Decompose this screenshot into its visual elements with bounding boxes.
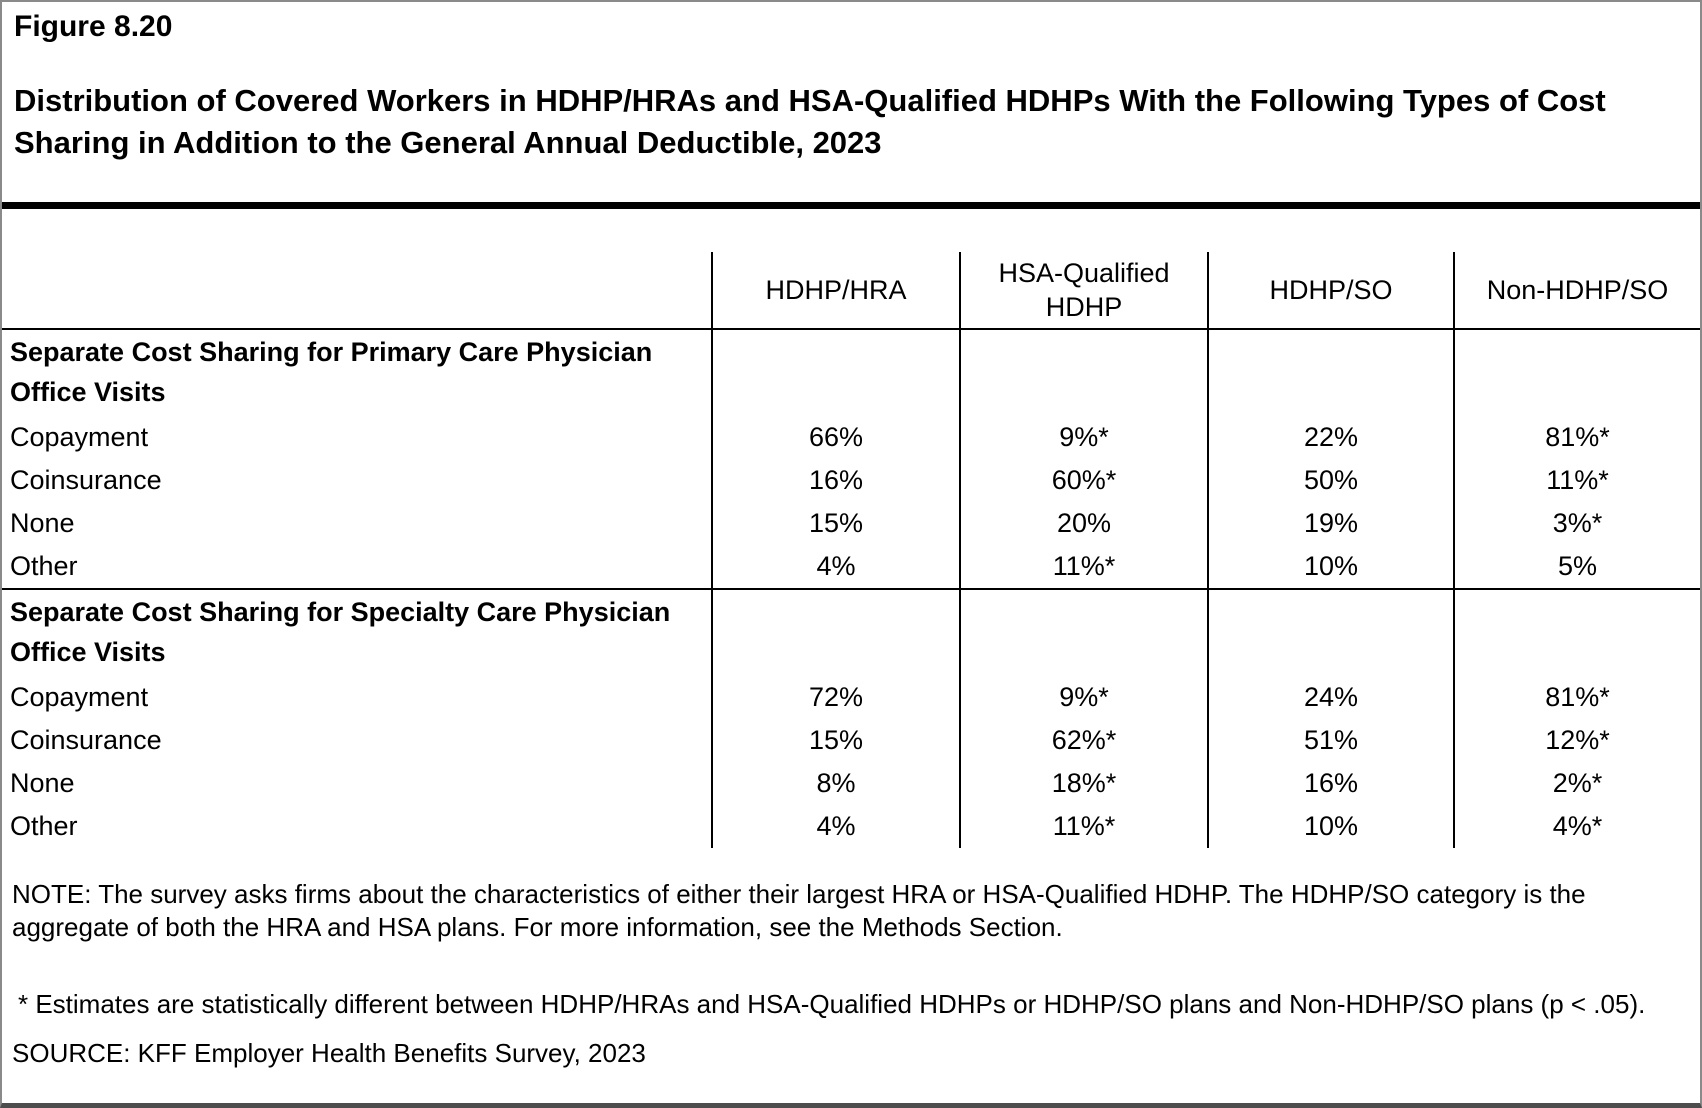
cell-value: 22% <box>1208 416 1454 459</box>
cell-value: 18%* <box>960 762 1208 805</box>
table-row <box>2 676 1700 719</box>
col-header-hsa-qualified-hdhp: HSA-Qualified HDHP <box>960 252 1208 329</box>
cell-value: 60%* <box>960 459 1208 502</box>
row-label: Other <box>2 545 712 589</box>
cell-value: 3%* <box>1454 502 1700 545</box>
table-row <box>2 762 1700 805</box>
cell-value: 2%* <box>1454 762 1700 805</box>
row-label: Copayment <box>10 682 149 712</box>
section-header-specialty-care: Separate Cost Sharing for Specialty Care Physician Office Visits <box>10 597 671 667</box>
cell-value: 5% <box>1454 545 1700 589</box>
cell-value: 8% <box>712 762 960 805</box>
cell-value: 66% <box>712 416 960 459</box>
table-row <box>2 502 1700 545</box>
cell-value: 81%* <box>1454 676 1700 719</box>
cell-value: 9%* <box>960 676 1208 719</box>
col-header-hdhp-so: HDHP/SO <box>1208 252 1454 329</box>
figure-title: Distribution of Covered Workers in HDHP/HRAs and HSA-Qualified HDHPs With the Following Types of Cost Sharing in Addition to the General Annual Deductible, 2023 <box>14 83 1606 160</box>
table-row <box>2 416 1700 459</box>
cell-value: 81%* <box>1454 416 1700 459</box>
cell-value: 62%* <box>960 719 1208 762</box>
cell-value: 11%* <box>960 545 1208 589</box>
title-divider-rule <box>2 202 1700 209</box>
table-row <box>2 459 1700 502</box>
row-label: None <box>10 508 75 538</box>
cell-value: 72% <box>712 676 960 719</box>
table-row <box>2 805 1700 848</box>
cell-value: 16% <box>712 459 960 502</box>
figure-number: Figure 8.20 <box>14 10 173 43</box>
cell-value: 51% <box>1208 719 1454 762</box>
col-header-hdhp-hra: HDHP/HRA <box>712 252 960 329</box>
cell-value: 10% <box>1208 805 1454 848</box>
cell-value: 15% <box>712 502 960 545</box>
cell-value: 24% <box>1208 676 1454 719</box>
section-header-primary-care: Separate Cost Sharing for Primary Care Physician Office Visits <box>10 337 653 407</box>
cell-value: 50% <box>1208 459 1454 502</box>
row-label: Coinsurance <box>10 725 162 755</box>
row-label: Copayment <box>10 422 149 452</box>
cell-value: 10% <box>1208 545 1454 589</box>
row-label: None <box>10 768 75 798</box>
col-header-non-hdhp-so: Non-HDHP/SO <box>1454 252 1700 329</box>
cell-value: 11%* <box>1454 459 1700 502</box>
cell-value: 4% <box>712 545 960 589</box>
column-header-row <box>2 252 1700 329</box>
table-row <box>2 719 1700 762</box>
section-header-row-specialty-care <box>2 589 1700 676</box>
asterisk-footnote: * Estimates are statistically different between HDHP/HRAs and HSA-Qualified HDHPs or HDHP/SO plans and Non-HDHP/SO plans (p < .05). <box>18 989 1646 1019</box>
cell-value: 9%* <box>960 416 1208 459</box>
cell-value: 20% <box>960 502 1208 545</box>
cell-value: 16% <box>1208 762 1454 805</box>
cost-sharing-table <box>2 252 1700 848</box>
source-text: SOURCE: KFF Employer Health Benefits Survey, 2023 <box>12 1038 646 1068</box>
row-label: Other <box>10 811 78 841</box>
cell-value: 4%* <box>1454 805 1700 848</box>
cell-value: 15% <box>712 719 960 762</box>
cell-value: 11%* <box>960 805 1208 848</box>
cell-value: 4% <box>712 805 960 848</box>
col-header-spacer <box>2 252 712 329</box>
note-text: NOTE: The survey asks firms about the characteristics of either their largest HRA or HSA-Qualified HDHP. The HDHP/SO category is the aggregate of both the HRA and HSA plans. For more information, see the Methods Section. <box>12 879 1586 942</box>
table-row <box>2 545 1700 589</box>
row-label: Coinsurance <box>10 465 162 495</box>
cell-value: 12%* <box>1454 719 1700 762</box>
section-header-row-primary-care <box>2 329 1700 416</box>
cell-value: 19% <box>1208 502 1454 545</box>
